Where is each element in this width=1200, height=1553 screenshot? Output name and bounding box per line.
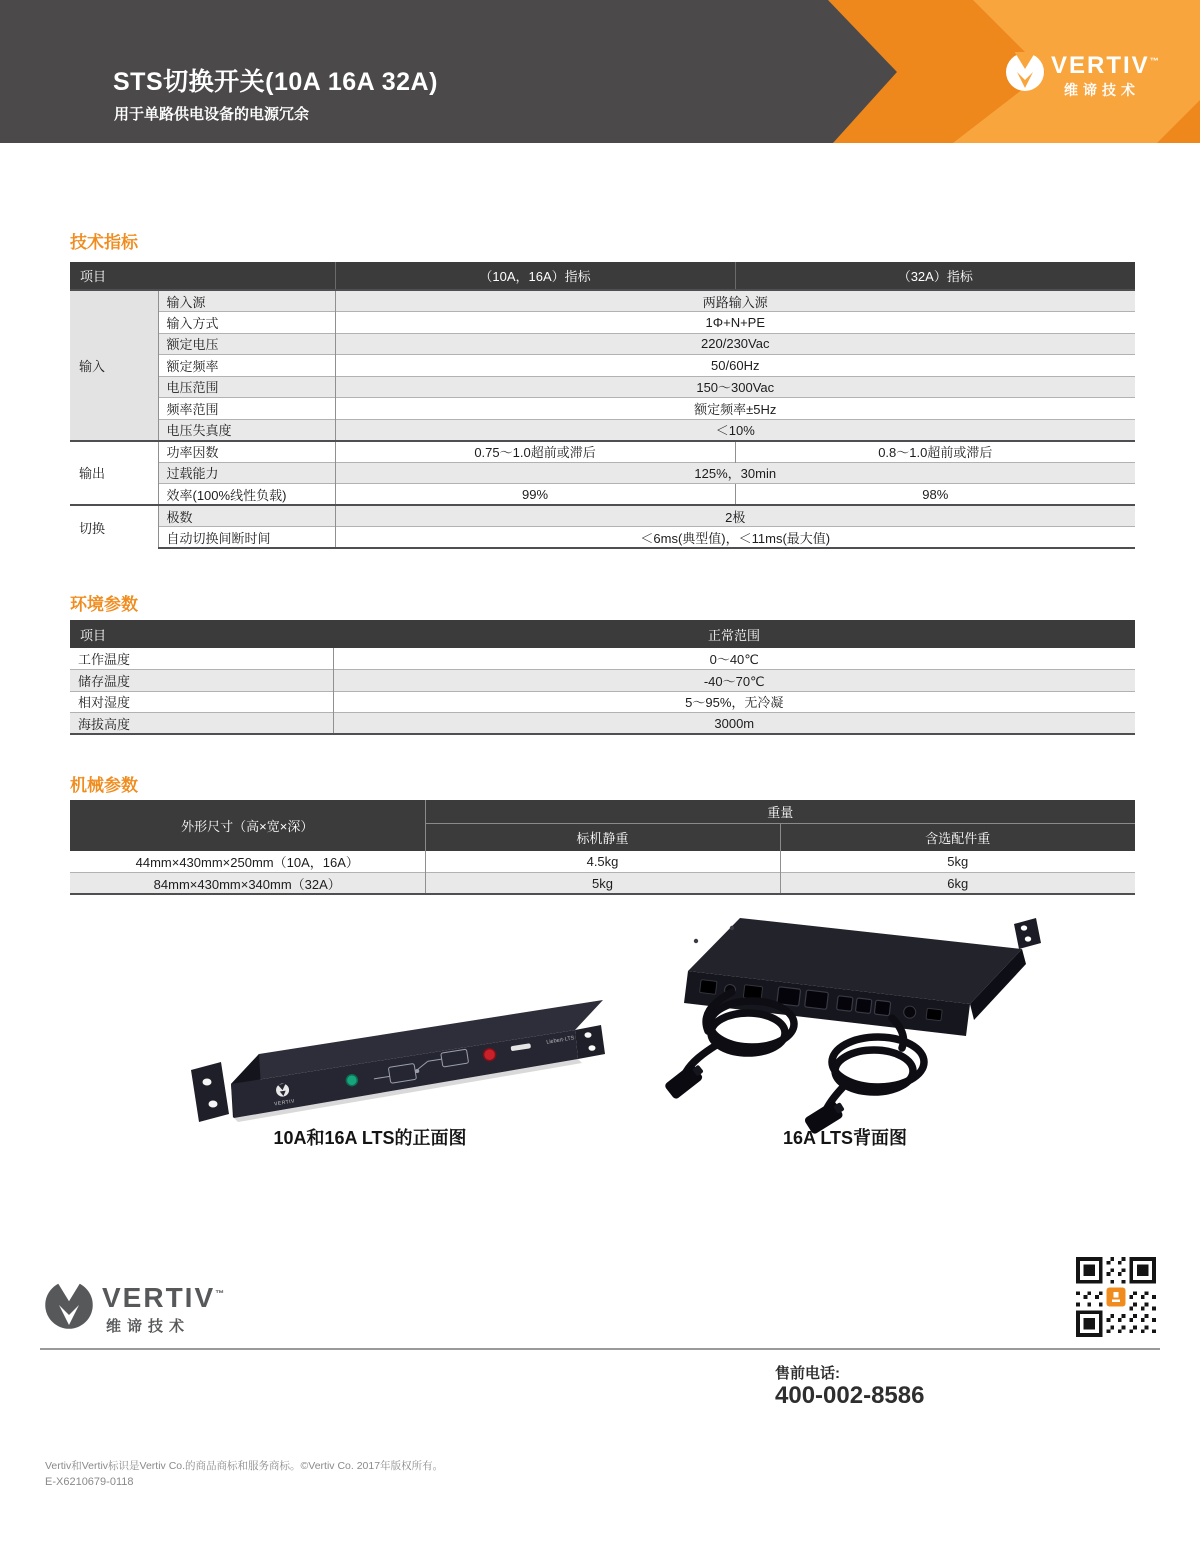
mech-options-weight: 5kg [947,854,969,869]
phone-label: 售前电话: [775,1365,840,1382]
spec-label: 额定电压 [158,333,335,355]
spec-label: 效率(100%线性负载) [158,484,335,506]
mech-standard-weight: 5kg [425,873,780,895]
column-header-32: （32A）指标 [735,262,1135,290]
spec-label: 电压范围 [158,376,335,398]
env-value: -40～70℃ [333,670,1135,692]
table-row [70,670,1135,692]
table-row [70,462,1135,484]
table-row [70,691,1135,713]
env-value: 0～40℃ [709,652,759,667]
power-cable-right [826,1018,924,1110]
spec-value: 1Φ+N+PE [335,312,1135,334]
column-header-options-weight: 含选配件重 [780,823,1135,851]
column-header-item: 项目 [70,262,335,290]
table-row [70,851,1135,873]
spec-value: 150～300Vac [335,376,1135,398]
spec-label: 输入方式 [158,312,335,334]
brand-name: VERTIV™ [1051,52,1161,79]
spec-value: 220/230Vac [335,333,1135,355]
section-title-tech: 技术指标 [70,233,138,252]
mech-dimensions: 84mm×430mm×340mm（32A） [70,873,425,895]
footer-brand-text: VERTIV [102,1282,216,1313]
front-vertiv-label: VERTIV [273,1098,296,1108]
spec-group-label: 切换 [70,505,158,548]
spec-group-label: 输入 [70,290,158,441]
spec-label: 电压失真度 [158,419,335,441]
table-row [70,419,1135,441]
table-row [70,527,1135,549]
table-header-row [70,262,1135,290]
green-indicator [346,1074,359,1087]
env-label: 海拔高度 [70,713,333,735]
table-row [70,376,1135,398]
spec-label: 输入源 [158,290,335,312]
mech-params-table [70,800,1135,895]
phone-number: 400-002-8586 [775,1382,925,1409]
env-label: 储存温度 [70,670,333,692]
spec-value: 2极 [335,505,1135,527]
spec-value: 125%，30min [335,462,1135,484]
column-header-range: 正常范围 [333,620,1135,648]
table-row [70,398,1135,420]
spec-label: 自动切换间断时间 [158,527,335,549]
brand-name-cn: 维谛技术 [1064,82,1140,98]
spec-value: ＜10% [335,419,1135,441]
table-row [70,505,1135,527]
table-row [70,873,1135,895]
footer-logo-icon [44,1280,94,1330]
rear-image-caption: 16A LTS背面图 [782,1128,907,1148]
table-row [70,312,1135,334]
column-header-10-16: （10A，16A）指标 [335,262,735,290]
mech-options-weight: 6kg [780,873,1135,895]
table-row [70,290,1135,312]
table-row [70,441,1135,463]
table-row [70,648,1135,670]
spec-value: 99% [335,484,735,506]
column-header-weight: 重量 [425,800,1135,823]
spec-value: 0.75～1.0超前或滞后 [335,441,735,463]
qr-code [1076,1257,1156,1337]
spec-label: 过载能力 [158,462,335,484]
env-value: 3000m [333,713,1135,735]
footer-brand: VERTIV™ [102,1282,227,1313]
spec-value: ＜6ms(典型值)，＜11ms(最大值) [335,527,1135,549]
column-header-standard-weight: 标机静重 [425,823,780,851]
front-image-caption: 10A和16A LTS的正面图 [273,1128,467,1148]
vertiv-logo-icon [1005,52,1045,92]
section-title-mech: 机械参数 [70,776,138,795]
env-value: 5～95%，无冷凝 [333,691,1135,713]
spec-label: 功率因数 [158,441,335,463]
table-row [70,333,1135,355]
brand-text: VERTIV [1051,52,1150,79]
mech-standard-weight: 4.5kg [425,851,780,873]
footer-brand-cn: 维谛技术 [106,1318,191,1335]
table-row [70,484,1135,506]
spec-label: 极数 [158,505,335,527]
footer-divider [40,1348,1160,1350]
table-header-row [70,800,1135,823]
table-row [70,355,1135,377]
header-banner [0,0,1200,143]
env-params-table [70,620,1135,735]
page-subtitle: 用于单路供电设备的电源冗余 [114,106,310,123]
mech-dimensions: 44mm×430mm×250mm（10A，16A） [70,851,425,873]
doc-code: E-X6210679-0118 [45,1476,134,1488]
spec-label: 频率范围 [158,398,335,420]
column-header-item: 项目 [70,620,333,648]
product-front-image [135,938,615,1138]
spec-value: 50/60Hz [335,355,1135,377]
env-label: 相对湿度 [70,691,333,713]
table-header-row [70,620,1135,648]
spec-value: 0.8～1.0超前或滞后 [735,441,1135,463]
tech-specs-table [70,262,1135,549]
spec-value: 两路输入源 [335,290,1135,312]
product-rear-image [640,896,1090,1141]
env-label: 工作温度 [70,648,333,670]
section-title-env: 环境参数 [70,595,138,614]
legal-text: Vertiv和Vertiv标识是Vertiv Co.的商品商标和服务商标。©Vertiv Co. 2017年版权所有。 [45,1460,444,1472]
spec-label: 额定频率 [158,355,335,377]
spec-value: 98% [735,484,1135,506]
table-row [70,713,1135,735]
column-header-dimensions: 外形尺寸（高×宽×深） [70,800,425,851]
front-badge: Liebert·LTS [545,1035,575,1046]
spec-group-label: 输出 [70,441,158,506]
page-title: STS切换开关(10A 16A 32A) [113,68,438,96]
spec-value: 额定频率±5Hz [335,398,1135,420]
